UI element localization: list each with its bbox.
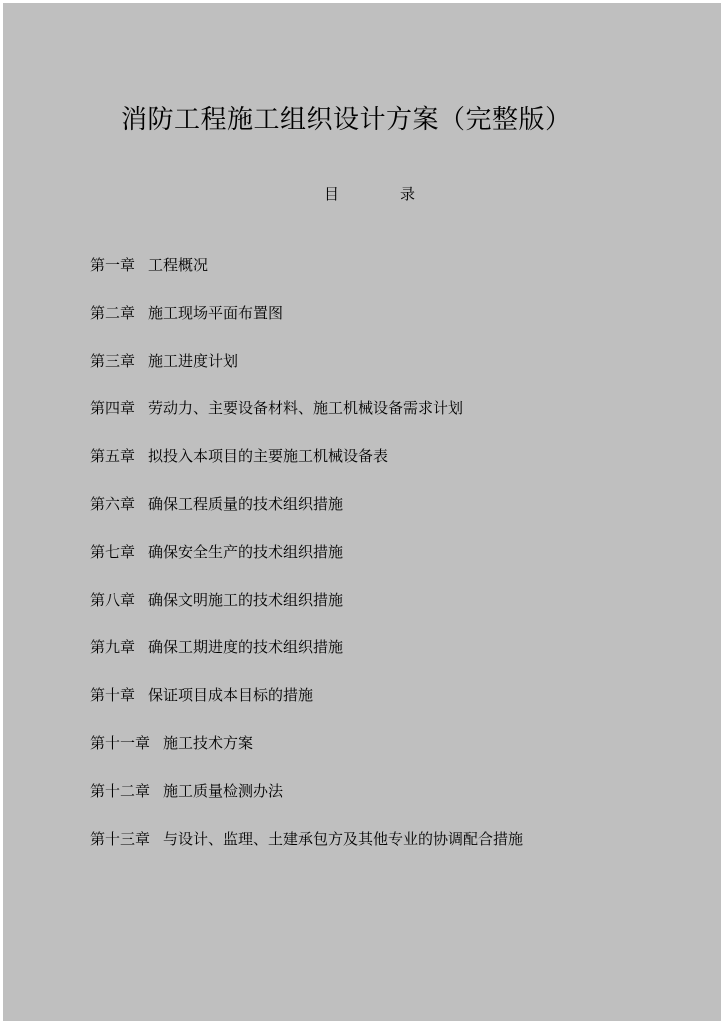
chapter-title: 拟投入本项目的主要施工机械设备表 [148,447,389,466]
chapter-number: 第三章 [90,351,136,370]
chapter-number: 第十章 [90,686,136,705]
chapter-number: 第五章 [90,447,136,466]
chapter-number: 第七章 [90,542,136,561]
toc-item [90,302,523,350]
toc-heading-left: 目 [324,185,340,203]
chapter-number: 第六章 [90,494,136,513]
chapter-number: 第二章 [90,303,136,322]
toc-list [90,254,523,875]
chapter-number: 第十二章 [90,781,151,800]
chapter-title: 施工进度计划 [148,351,239,370]
chapter-title: 确保工程质量的技术组织措施 [148,494,344,513]
chapter-number: 第十一章 [90,733,151,752]
toc-item [90,828,523,876]
toc-item [90,589,523,637]
toc-item [90,397,523,445]
chapter-title: 劳动力、主要设备材料、施工机械设备需求计划 [148,399,464,418]
document-page [3,3,721,1021]
chapter-title: 工程概况 [148,256,209,274]
toc-item [90,684,523,732]
chapter-title: 施工质量检测办法 [163,781,284,800]
chapter-number: 第四章 [90,399,136,418]
toc-item [90,254,523,302]
toc-item [90,445,523,493]
toc-item [90,493,523,541]
document-title: 消防工程施工组织设计方案（完整版） [121,105,572,135]
chapter-title: 确保文明施工的技术组织措施 [148,590,344,609]
chapter-title: 保证项目成本目标的措施 [148,686,314,705]
chapter-number: 第九章 [90,638,136,657]
toc-heading [3,183,721,205]
toc-item [90,732,523,780]
toc-item [90,350,523,398]
chapter-title: 施工现场平面布置图 [148,303,284,322]
toc-heading-right: 录 [400,185,416,203]
chapter-number: 第十三章 [90,829,151,848]
toc-item [90,636,523,684]
chapter-title: 与设计、监理、土建承包方及其他专业的协调配合措施 [163,829,524,848]
chapter-number: 第一章 [90,256,136,274]
toc-item [90,541,523,589]
chapter-number: 第八章 [90,590,136,609]
toc-item [90,780,523,828]
chapter-title: 确保工期进度的技术组织措施 [148,638,344,657]
chapter-title: 施工技术方案 [163,733,254,752]
chapter-title: 确保安全生产的技术组织措施 [148,542,344,561]
